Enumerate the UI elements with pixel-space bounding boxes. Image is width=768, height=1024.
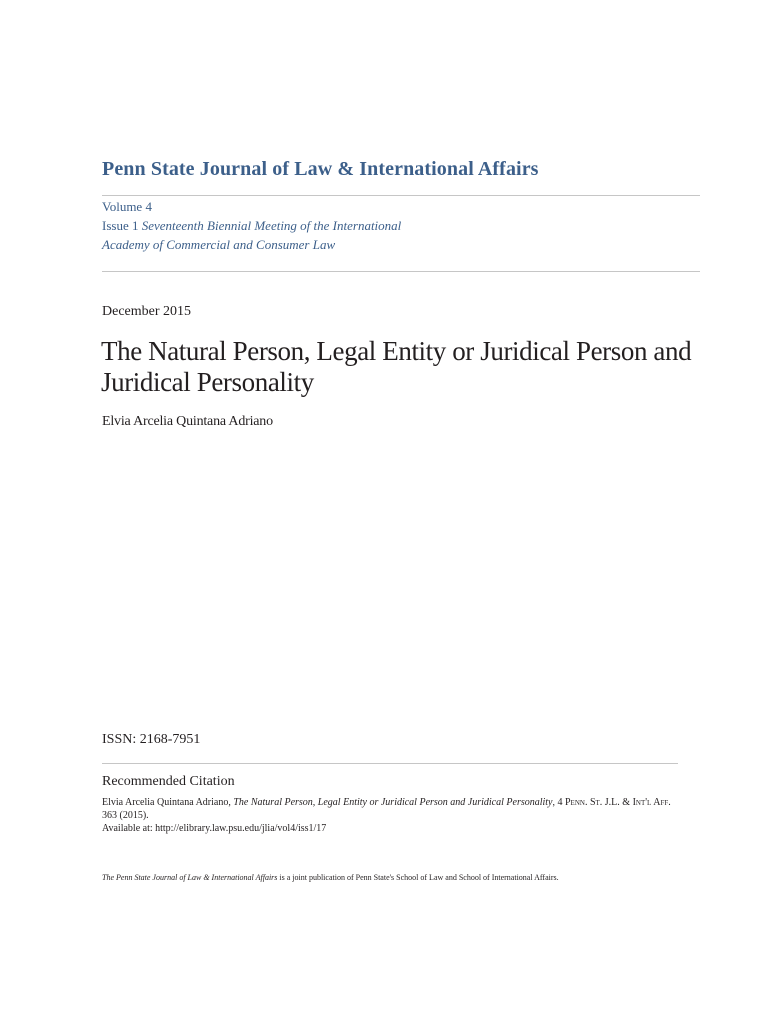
citation-author: Elvia Arcelia Quintana Adriano, <box>102 797 234 808</box>
citation-text <box>102 796 677 835</box>
citation-volume: , 4 <box>552 797 565 808</box>
divider <box>102 271 700 272</box>
citation-title: The Natural Person, Legal Entity or Juridical Person and Juridical Personality <box>233 797 553 808</box>
recommended-citation-heading: Recommended Citation <box>102 774 235 789</box>
divider <box>102 195 700 196</box>
citation-journal: Penn. St. J.L. & Int'l Aff. <box>565 797 671 808</box>
issue-title: Seventeenth Biennial Meeting of the International Academy of Commercial and Consumer Law <box>102 218 402 252</box>
issn: ISSN: 2168-7951 <box>102 732 201 747</box>
footer-journal-name: The Penn State Journal of Law & International Affairs <box>102 873 278 882</box>
citation-url[interactable]: Available at: http://elibrary.law.psu.edu/jlia/vol4/iss1/17 <box>102 823 327 834</box>
divider <box>102 763 678 764</box>
journal-title[interactable]: Penn State Journal of Law & International Affairs <box>102 158 539 180</box>
publication-date: December 2015 <box>102 304 192 319</box>
citation-pages: 363 (2015). <box>102 810 149 821</box>
volume-link[interactable]: Volume 4 <box>102 199 152 214</box>
issue-link[interactable] <box>102 216 402 254</box>
footer-note <box>102 872 702 883</box>
issue-label: Issue 1 <box>102 218 139 233</box>
issue-info <box>102 197 402 254</box>
article-title: The Natural Person, Legal Entity or Juridical Person and Juridical Personality <box>101 336 692 397</box>
article-author: Elvia Arcelia Quintana Adriano <box>102 414 273 429</box>
footer-text: is a joint publication of Penn State's School of Law and School of International Affairs. <box>277 873 559 882</box>
